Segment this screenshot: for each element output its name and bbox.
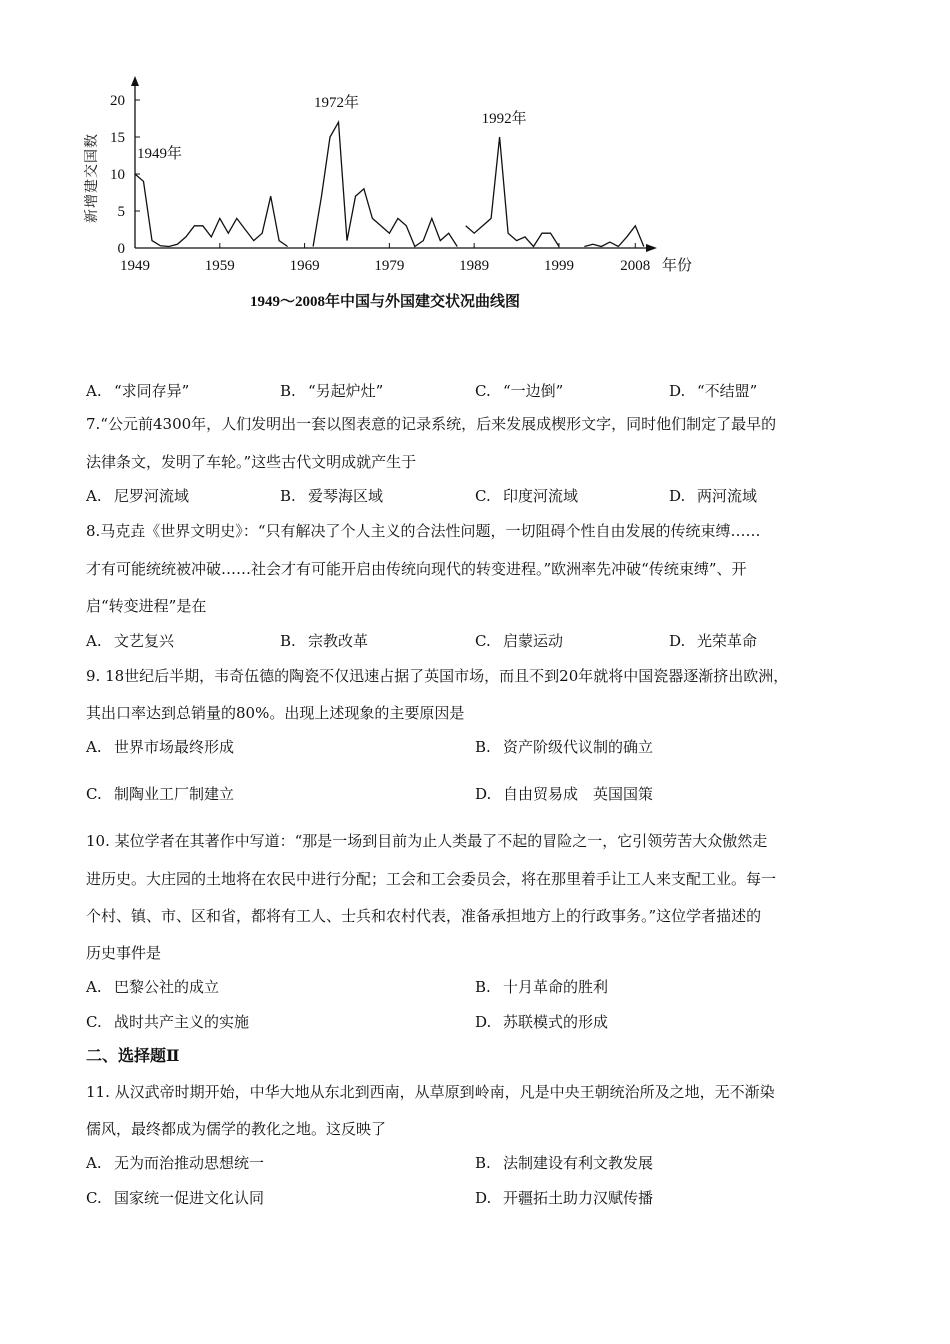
option-text: 法制建设有利文教发展 (503, 1154, 654, 1172)
y-tick-label: 0 (117, 241, 125, 257)
option-letter: C. (475, 382, 491, 400)
option-text: 资产阶级代议制的确立 (503, 738, 654, 756)
option-text: 尼罗河流域 (114, 487, 190, 505)
q6-option-b[interactable] (280, 381, 383, 401)
q10-stem-line-1: 10. 某位学者在其著作中写道：“那是一场到目前为止人类最了不起的冒险之一，它引领劳苦大众傲然走 (86, 832, 768, 850)
option-text: “不结盟” (697, 382, 758, 400)
option-text: 宗教改革 (308, 632, 369, 650)
q9-option-a[interactable] (86, 737, 234, 757)
y-tick-label: 10 (110, 167, 125, 183)
option-letter: D. (669, 487, 686, 505)
option-letter: A. (86, 382, 102, 400)
option-letter: B. (280, 632, 296, 650)
q8-stem-line-2: 才有可能统统被冲破……社会才有可能开启由传统向现代的转变进程。”欧洲率先冲破“传统束缚”、开 (86, 560, 747, 578)
q10-option-c[interactable] (86, 1012, 249, 1032)
q11-stem-line-2: 儒风，最终都成为儒学的教化之地。这反映了 (86, 1120, 387, 1138)
q10-stem-line-3: 个村、镇、市、区和省，都将有工人、士兵和农村代表，准备承担地方上的行政事务。”这位学者描述的 (86, 907, 762, 925)
x-tick-label: 2008 (620, 258, 651, 274)
chart-ticks (110, 93, 650, 274)
option-letter: D. (669, 382, 686, 400)
x-tick-label: 1959 (204, 258, 235, 274)
y-tick-label: 5 (117, 204, 125, 220)
q10-stem-line-4: 历史事件是 (86, 944, 162, 962)
option-letter: C. (475, 632, 491, 650)
q7-option-b[interactable] (280, 486, 383, 506)
option-text: 自由贸易成 英国国策 (503, 785, 654, 803)
option-text: 启蒙运动 (503, 632, 564, 650)
q7-option-d[interactable] (669, 486, 757, 506)
option-text: 苏联模式的形成 (503, 1013, 609, 1031)
option-text: 文艺复兴 (114, 632, 175, 650)
option-letter: B. (475, 978, 491, 996)
x-tick-label: 1999 (543, 258, 574, 274)
option-text: 国家统一促进文化认同 (114, 1189, 265, 1207)
option-text: “另起炉灶” (308, 382, 384, 400)
option-text: 战时共产主义的实施 (114, 1013, 250, 1031)
option-text: “求同存异” (114, 382, 190, 400)
q11-option-a[interactable] (86, 1153, 264, 1173)
option-letter: D. (669, 632, 686, 650)
q8-option-b[interactable] (280, 631, 368, 651)
option-letter: B. (280, 487, 296, 505)
q9-stem-line-1: 9. 18世纪后半期，韦奇伍德的陶瓷不仅迅速占据了英国市场，而且不到20年就将中国瓷器逐渐挤出欧洲， (86, 667, 789, 685)
q11-stem-line-1: 11. 从汉武帝时期开始，中华大地从东北到西南，从草原到岭南，凡是中央王朝统治所及之地，无不渐染 (86, 1083, 775, 1101)
x-tick-label: 1979 (374, 258, 405, 274)
option-text: 世界市场最终形成 (114, 738, 235, 756)
x-tick-label: 1989 (459, 258, 490, 274)
y-tick-label: 15 (110, 130, 125, 146)
q10-option-a[interactable] (86, 977, 219, 997)
chart-annotation: 1992年 (481, 111, 527, 127)
y-tick-label: 20 (110, 93, 125, 109)
option-letter: C. (86, 1189, 102, 1207)
q7-option-c[interactable] (475, 486, 578, 506)
chart-annotation: 1949年 (137, 146, 183, 162)
option-letter: C. (86, 1013, 102, 1031)
x-tick-label: 1969 (289, 258, 320, 274)
q8-option-d[interactable] (669, 631, 757, 651)
chart-title: 1949～2008年中国与外国建交状况曲线图 (249, 294, 521, 310)
option-letter: A. (86, 738, 102, 756)
option-text: “一边倒” (503, 382, 564, 400)
x-axis-arrow (646, 244, 657, 252)
x-axis-label: 年份 (662, 258, 693, 274)
option-letter: A. (86, 1154, 102, 1172)
q6-option-d[interactable] (669, 381, 757, 401)
q6-option-a[interactable] (86, 381, 189, 401)
option-letter: B. (280, 382, 296, 400)
y-axis-arrow (131, 76, 139, 86)
option-text: 印度河流域 (503, 487, 579, 505)
option-letter: A. (86, 487, 102, 505)
option-letter: D. (475, 1013, 492, 1031)
series-line (135, 122, 644, 246)
q6-option-c[interactable] (475, 381, 563, 401)
x-tick-label: 1949 (120, 258, 150, 274)
option-letter: D. (475, 1189, 492, 1207)
q10-stem-line-2: 进历史。大庄园的土地将在农民中进行分配；工会和工会委员会，将在那里着手让工人来支配工业。每一 (86, 870, 777, 888)
option-text: 光荣革命 (697, 632, 758, 650)
q8-option-c[interactable] (475, 631, 563, 651)
q9-option-c[interactable] (86, 784, 234, 804)
q7-option-a[interactable] (86, 486, 189, 506)
chart-annotation: 1972年 (314, 94, 360, 111)
q8-stem-line-3: 启“转变进程”是在 (86, 597, 207, 615)
q9-stem-line-2: 其出口率达到总销量的80%。出现上述现象的主要原因是 (86, 704, 465, 722)
option-text: 爱琴海区域 (308, 487, 384, 505)
q10-option-b[interactable] (475, 977, 608, 997)
chart-annotations (137, 93, 527, 162)
q7-stem-line-2: 法律条文，发明了车轮。”这些古代文明成就产生于 (86, 453, 417, 471)
y-axis-label: 新增建交国数 (85, 133, 100, 223)
option-letter: C. (86, 785, 102, 803)
option-text: 十月革命的胜利 (503, 978, 609, 996)
option-text: 两河流域 (697, 487, 758, 505)
option-letter: B. (475, 738, 491, 756)
option-text: 制陶业工厂制建立 (114, 785, 235, 803)
option-letter: A. (86, 978, 102, 996)
diplomacy-line-chart (80, 68, 720, 318)
q8-stem-line-1: 8.马克垚《世界文明史》：“只有解决了个人主义的合法性问题，一切阻碍个性自由发展的传统束缚…… (86, 522, 761, 540)
q7-stem-line-1: 7.“公元前4300年，人们发明出一套以图表意的记录系统，后来发展成楔形文字，同时他们制定了最早的 (86, 415, 777, 433)
q9-option-b[interactable] (475, 737, 653, 757)
option-letter: B. (475, 1154, 491, 1172)
q10-option-d[interactable] (475, 1012, 608, 1032)
option-letter: C. (475, 487, 491, 505)
q11-option-c[interactable] (86, 1188, 264, 1208)
option-letter: D. (475, 785, 492, 803)
q9-option-d[interactable] (475, 784, 653, 804)
option-text: 巴黎公社的成立 (114, 978, 220, 996)
q11-option-d[interactable] (475, 1188, 653, 1208)
q8-option-a[interactable] (86, 631, 174, 651)
option-text: 无为而治推动思想统一 (114, 1154, 265, 1172)
option-letter: A. (86, 632, 102, 650)
section-heading: 二、选择题Ⅱ (86, 1046, 180, 1065)
q11-option-b[interactable] (475, 1153, 653, 1173)
option-text: 开疆拓土助力汉赋传播 (503, 1189, 654, 1207)
